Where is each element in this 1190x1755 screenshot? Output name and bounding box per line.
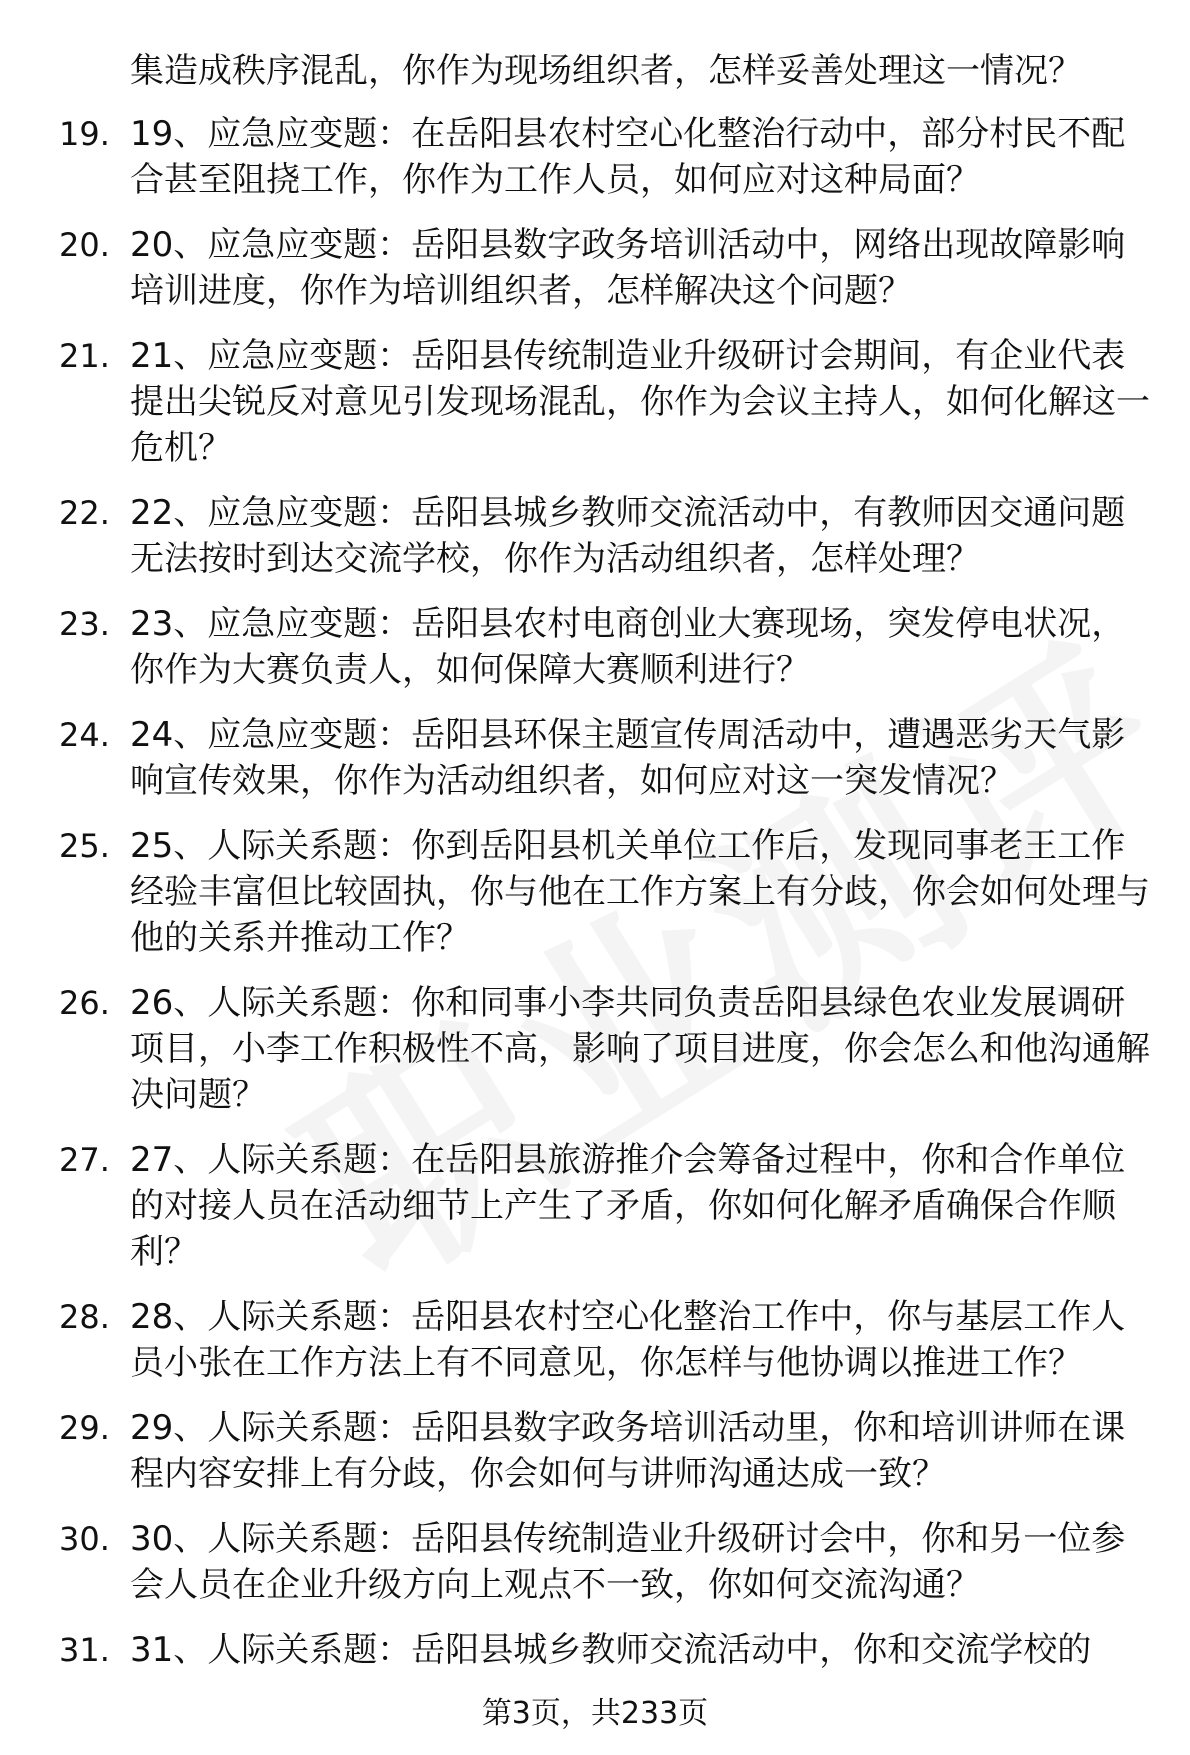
question-text: 22、应急应变题：岳阳县城乡教师交流活动中，有教师因交通问题无法按时到达交流学校，你作为活动组织者，怎样处理？ [130, 493, 1126, 579]
question-number: 30. [59, 1520, 110, 1558]
question-text: 20、应急应变题：岳阳县数字政务培训活动中，网络出现故障影响培训进度，你作为培训组织者，怎样解决这个问题？ [130, 225, 1126, 311]
question-item [0, 823, 1190, 961]
question-item [0, 1294, 1190, 1386]
question-number: 20. [59, 226, 110, 264]
question-text: 30、人际关系题：岳阳县传统制造业升级研讨会中，你和另一位参会人员在企业升级方向上观点不一致，你如何交流沟通？ [130, 1519, 1126, 1605]
question-item [0, 1137, 1190, 1275]
question-number: 28. [59, 1298, 110, 1336]
question-text: 19、应急应变题：在岳阳县农村空心化整治行动中，部分村民不配合甚至阻挠工作，你作为工作人员，如何应对这种局面？ [130, 114, 1126, 200]
question-text: 24、应急应变题：岳阳县环保主题宣传周活动中，遭遇恶劣天气影响宣传效果，你作为活动组织者，如何应对这一突发情况？ [130, 715, 1126, 801]
question-text: 29、人际关系题：岳阳县数字政务培训活动里，你和培训讲师在课程内容安排上有分歧，你会如何与讲师沟通达成一致？ [130, 1408, 1126, 1494]
question-number: 21. [59, 337, 110, 375]
question-number: 19. [59, 115, 110, 153]
question-number: 31. [59, 1631, 110, 1669]
question-item [0, 490, 1190, 582]
question-text: 26、人际关系题：你和同事小李共同负责岳阳县绿色农业发展调研项目，小李工作积极性不高，影响了项目进度，你会怎么和他沟通解决问题？ [130, 983, 1150, 1115]
continuation-text: 集造成秩序混乱，你作为现场组织者，怎样妥善处理这一情况？ [130, 51, 1082, 91]
question-item [0, 712, 1190, 804]
question-number: 24. [59, 716, 110, 754]
question-text: 31、人际关系题：岳阳县城乡教师交流活动中，你和交流学校的 [130, 1630, 1092, 1670]
question-number: 26. [59, 984, 110, 1022]
question-number: 27. [59, 1141, 110, 1179]
question-number: 22. [59, 494, 110, 532]
question-item [0, 1516, 1190, 1608]
question-item [0, 1405, 1190, 1497]
question-item [0, 601, 1190, 693]
question-number: 23. [59, 605, 110, 643]
question-item [0, 222, 1190, 314]
question-list [0, 111, 1190, 1692]
question-text: 21、应急应变题：岳阳县传统制造业升级研讨会期间，有企业代表提出尖锐反对意见引发现场混乱，你作为会议主持人，如何化解这一危机？ [130, 336, 1150, 468]
page-footer: 第3页，共233页 [481, 1696, 709, 1731]
question-item [0, 980, 1190, 1118]
question-item [0, 111, 1190, 203]
question-text: 27、人际关系题：在岳阳县旅游推介会筹备过程中，你和合作单位的对接人员在活动细节上产生了矛盾，你如何化解矛盾确保合作顺利？ [130, 1140, 1126, 1272]
question-text: 25、人际关系题：你到岳阳县机关单位工作后，发现同事老王工作经验丰富但比较固执，你与他在工作方案上有分歧，你会如何处理与他的关系并推动工作？ [130, 826, 1150, 958]
question-item [0, 333, 1190, 471]
question-number: 25. [59, 827, 110, 865]
question-text: 28、人际关系题：岳阳县农村空心化整治工作中，你与基层工作人员小张在工作方法上有不同意见，你怎样与他协调以推进工作？ [130, 1297, 1126, 1383]
question-number: 29. [59, 1409, 110, 1447]
question-item [0, 1627, 1190, 1673]
question-text: 23、应急应变题：岳阳县农村电商创业大赛现场，突发停电状况，你作为大赛负责人，如何保障大赛顺利进行？ [130, 604, 1126, 690]
